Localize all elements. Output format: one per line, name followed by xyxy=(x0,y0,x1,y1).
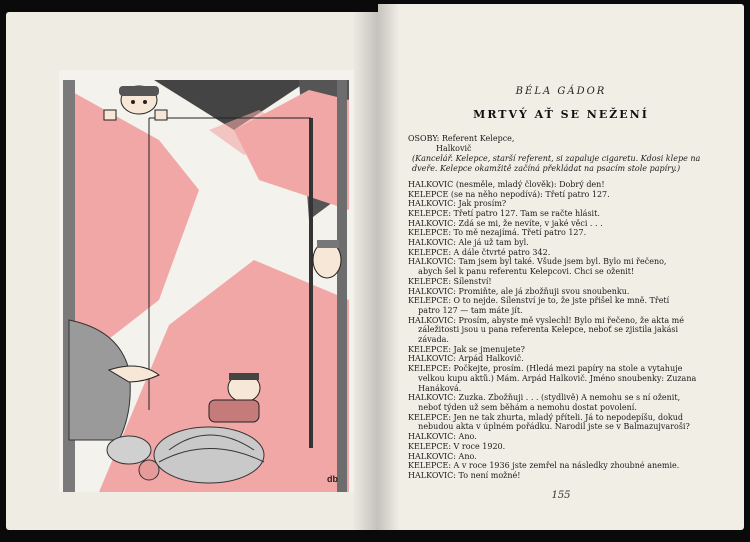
dialogue-line: HALKOVIČ: Ale já už tam byl. xyxy=(408,238,529,248)
dialogue-line: HALKOVIČ (nesměle, mladý člověk): Dobrý den! xyxy=(408,179,605,189)
dialogue-line: velkou kupu aktů.) Mám. Arpád Halkovič. Jméno snoubenky: Zuzana xyxy=(408,373,697,383)
dialogue-line: HALKOVIČ: Jak prosím? xyxy=(408,199,507,209)
dialogue-line: HALKOVIČ: Ano. xyxy=(408,451,477,461)
dialogue-line: HALKOVIČ: Prosím, abyste mě vyslechl! Bylo mi řečeno, že akta mé xyxy=(408,315,684,325)
dialogue-line: záležitosti jsou u pana referenta Kelepce, neboť se zjistila jakási xyxy=(408,325,679,335)
dialogue-line: Hanáková. xyxy=(408,383,462,393)
dialogue-line: KELEPCE (se na něho nepodívá): Třetí patro 127. xyxy=(408,189,610,199)
dialogue-line: HALKOVIČ: Tam jsem byl také. Všude jsem byl. Bylo mi řečeno, xyxy=(408,257,667,267)
dialogue-line: KELEPCE: To mě nezajímá. Třetí patro 127. xyxy=(408,228,587,238)
dialogue-line: HALKOVIČ: To není možné! xyxy=(408,470,521,480)
page-number: 155 xyxy=(551,490,571,501)
illustrator-signature: db xyxy=(327,474,338,484)
dialogue-line: KELEPCE: Jak se jmenujete? xyxy=(408,344,525,354)
dialogue-line: KELEPCE: Šílenství! xyxy=(408,276,492,286)
left-page xyxy=(6,12,378,530)
dialogue-line: KELEPCE: V roce 1920. xyxy=(408,441,506,451)
dialogue-line: závada. xyxy=(408,335,449,345)
dialogue-line: nebudou akta v úplném pořádku. Narodil jste se v Balmazujvaroši? xyxy=(408,422,690,432)
stage-direction: (Kancelář. Kelepce, starší referent, si zapaluje cigaretu. Kdosi klepe na dveře. Kelepce okamžitě začíná překládat na psacím stole papíry.) xyxy=(412,154,701,174)
dialogue-line: HALKOVIČ: Arpád Halkovič. xyxy=(408,354,524,364)
right-page xyxy=(378,4,744,530)
dialogue-line: KELEPCE: Třetí patro 127. Tam se račte hlásit. xyxy=(408,208,600,218)
dialogue-line: KELEPCE: Jen ne tak zhurta, mladý příteli. Já to nepodepíšu, dokud xyxy=(408,412,684,422)
dialogue-line: KELEPCE: A v roce 1936 jste zemřel na následky zhoubné anemie. xyxy=(408,461,680,471)
play-title: MRTVÝ AŤ SE NEŽENÍ xyxy=(473,108,649,121)
dialogue-line: KELEPCE: A dále čtvrté patro 342. xyxy=(408,247,551,257)
dialogue xyxy=(408,180,724,481)
dialogue-line: abych šel k panu referentu Kelepcovi. Chci se oženit! xyxy=(408,267,635,277)
cartoon-illustration xyxy=(59,70,354,492)
dialogue-line: neboť týden už sem běhám a nemohu dostat povolení. xyxy=(408,402,637,412)
play-text xyxy=(408,134,724,481)
dialogue-line: HALKOVIČ: Zuzka. Zbožňuji . . . (stydlivě) A nemohu se s ní oženit, xyxy=(408,393,681,403)
author-name: BÉLA GÁDOR xyxy=(515,86,607,97)
open-book xyxy=(6,4,744,532)
dialogue-line: KELEPCE: Počkejte, prosím. (Hledá mezi papíry na stole a vytahuje xyxy=(408,364,683,374)
dialogue-line: HALKOVIČ: Zdá se mi, že nevíte, v jaké věci . . . xyxy=(408,218,603,228)
dialogue-line: patro 127 — tam máte jít. xyxy=(408,305,523,315)
dialogue-line: HALKOVIČ: Promiňte, ale já zbožňuji svou snoubenku. xyxy=(408,286,630,296)
dialogue-line: KELEPCE: O to nejde. Šílenství je to, že jste přišel ke mně. Třetí xyxy=(408,296,670,306)
persons-line: OSOBY: Referent Kelepce, xyxy=(408,134,515,143)
dialogue-line: HALKOVIČ: Ano. xyxy=(408,432,477,442)
persons-line-2: Halkovič xyxy=(436,143,472,153)
